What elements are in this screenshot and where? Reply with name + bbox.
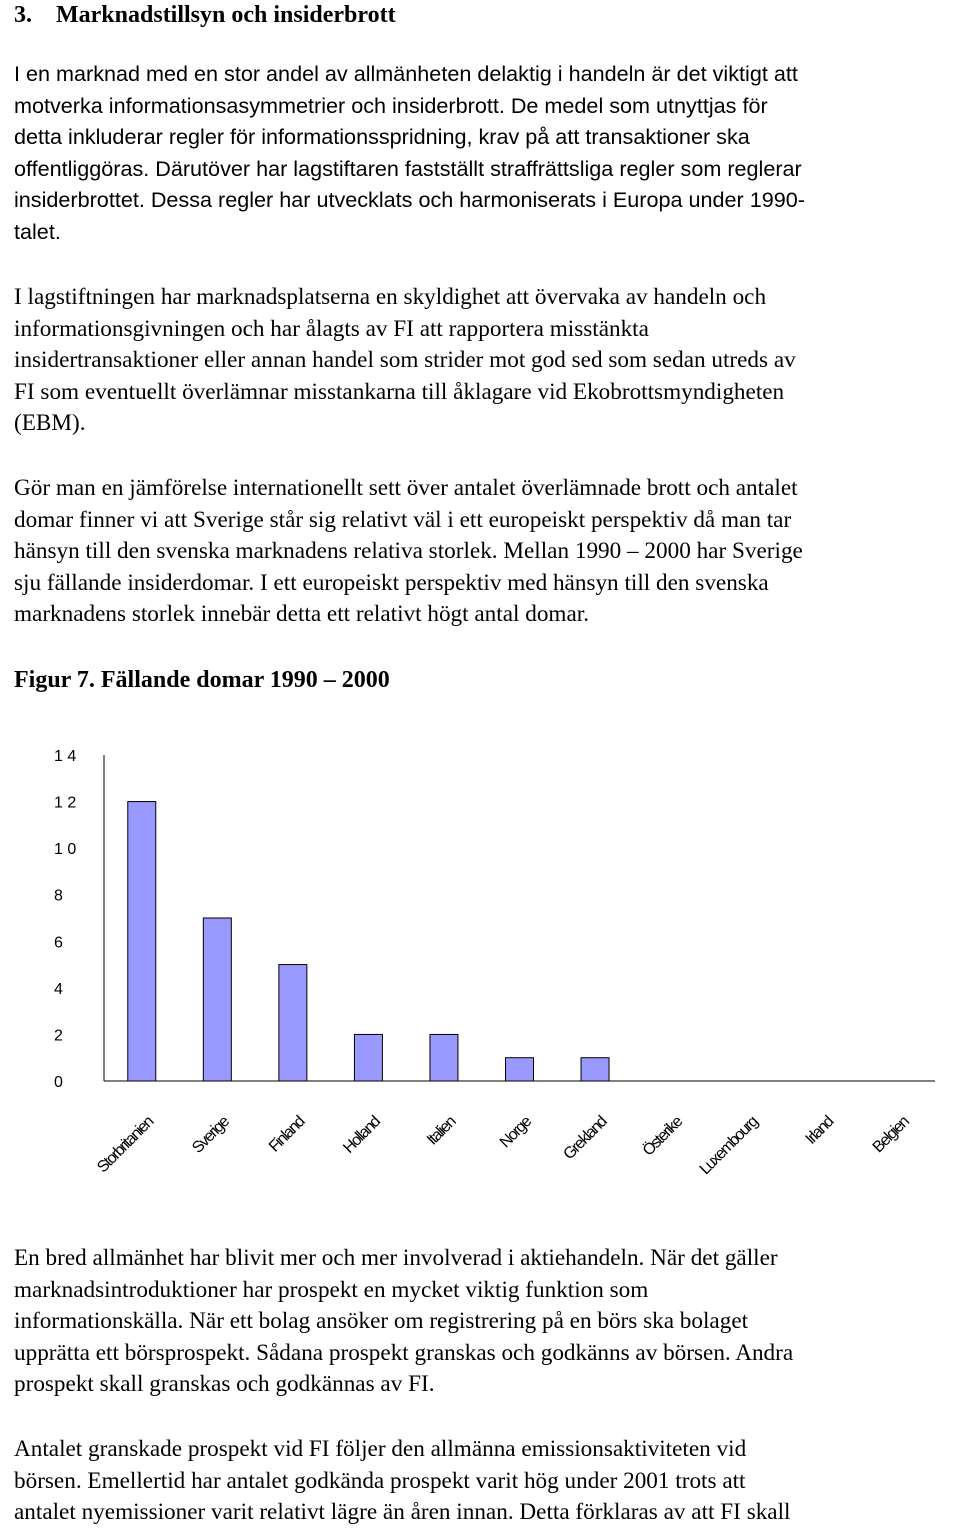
y-tick-label: 2 <box>54 1027 63 1045</box>
paragraph-line: marknadsintroduktioner har prospekt en mycket viktig funktion som <box>14 1276 649 1303</box>
figure-title: Figur 7. Fällande domar 1990 – 2000 <box>14 667 390 693</box>
paragraph-line: motverka informationsasymmetrier och insiderbrott. De medel som utnyttjas för <box>14 92 768 118</box>
paragraph-line: offentliggöras. Därutöver har lagstiftaren fastställt straffrättsliga regler som reglerar <box>14 155 802 181</box>
bar <box>430 1034 458 1081</box>
section-heading <box>14 0 944 30</box>
paragraph-line: domar finner vi att Sverige står sig relativt väl i ett europeiskt perspektiv då man tar <box>14 506 792 533</box>
paragraph-line: FI som eventuellt överlämnar misstankarna till åklagare vid Ekobrottsmyndigheten <box>14 378 785 405</box>
paragraph-line: hänsyn till den svenska marknadens relativa storlek. Mellan 1990 – 2000 har Sverige <box>14 538 803 565</box>
bar-chart <box>0 730 960 1220</box>
paragraph-line: Antalet granskade prospekt vid FI följer den allmänna emissionsaktiviteten vid <box>14 1436 747 1462</box>
paragraph-line: (EBM). <box>14 410 86 437</box>
paragraph-line: insidertransaktioner eller annan handel som strider mot god sed som sedan utreds av <box>14 347 796 374</box>
x-tick-label: Irland <box>802 1113 837 1148</box>
bar <box>354 1034 382 1081</box>
paragraph-line: detta inkluderar regler för informationsspridning, krav på att transaktioner ska <box>14 124 750 150</box>
x-tick-label: Italien <box>423 1113 459 1149</box>
paragraph-line: informationskälla. När ett bolag ansöker om registrering på en börs ska bolaget <box>14 1308 749 1335</box>
paragraph-2 <box>14 282 949 440</box>
paragraph-line: insiderbrottet. Dessa regler har utvecklats och harmoniserats i Europa under 1990- <box>14 187 805 213</box>
bar <box>581 1058 609 1081</box>
paragraph-line: I lagstiftningen har marknadsplatserna en skyldighet att övervaka av handeln och <box>14 284 767 310</box>
y-tick-label: 4 <box>54 980 63 998</box>
y-tick-label: 1 4 <box>54 748 77 765</box>
x-tick-label: Storbritanien <box>94 1113 157 1177</box>
paragraph-line: En bred allmänhet har blivit mer och mer involverad i aktiehandeln. När det gäller <box>14 1245 778 1271</box>
paragraph-line: börsen. Emellertid har antalet godkända prospekt varit hög under 2001 trots att <box>14 1467 746 1494</box>
x-tick-label: Grekland <box>560 1113 610 1164</box>
paragraph-3 <box>14 473 949 631</box>
y-tick-label: 1 0 <box>54 841 77 859</box>
x-tick-label: Holland <box>340 1113 384 1157</box>
bar <box>128 802 156 1081</box>
y-tick-label: 6 <box>54 934 63 952</box>
section-title: Marknadstillsyn och insiderbrott <box>56 2 396 28</box>
paragraph-line: prospekt skall granskas och godkännas av FI. <box>14 1371 435 1398</box>
paragraph-5 <box>14 1434 949 1529</box>
paragraph-line: marknadens storlek innebär detta ett relativt högt antal domar. <box>14 601 589 628</box>
paragraph-line: informationsgivningen och har ålagts av FI att rapportera misstänkta <box>14 315 649 342</box>
y-tick-label: 0 <box>54 1074 63 1091</box>
bar <box>506 1058 534 1081</box>
bar <box>203 918 231 1081</box>
x-tick-label: Belgien <box>869 1113 913 1157</box>
y-tick-label: 8 <box>54 887 63 905</box>
paragraph-line: sju fällande insiderdomar. I ett europeiskt perspektiv med hänsyn till den svenska <box>14 569 769 596</box>
paragraph-1 <box>14 58 949 248</box>
paragraph-line: talet. <box>14 218 61 244</box>
paragraph-line: antalet nyemissioner varit relativt lägre än åren innan. Detta förklaras av att FI skall <box>14 1499 791 1526</box>
bar <box>279 965 307 1081</box>
section-number: 3. <box>14 2 32 28</box>
x-tick-label: Finland <box>265 1113 308 1156</box>
x-tick-label: Österike <box>639 1113 686 1160</box>
paragraph-line: I en marknad med en stor andel av allmänheten delaktig i handeln är det viktigt att <box>14 61 798 86</box>
x-tick-label: Sverige <box>189 1113 233 1157</box>
paragraph-line: upprätta ett börsprospekt. Sådana prospekt granskas och godkänns av börsen. Andra <box>14 1339 794 1366</box>
y-tick-label: 1 2 <box>54 794 77 812</box>
paragraph-4 <box>14 1243 949 1401</box>
paragraph-line: Gör man en jämförelse internationellt sett över antalet överlämnade brott och antalet <box>14 475 798 501</box>
x-tick-label: Luxembourg <box>696 1113 761 1179</box>
x-tick-label: Norge <box>496 1113 535 1152</box>
